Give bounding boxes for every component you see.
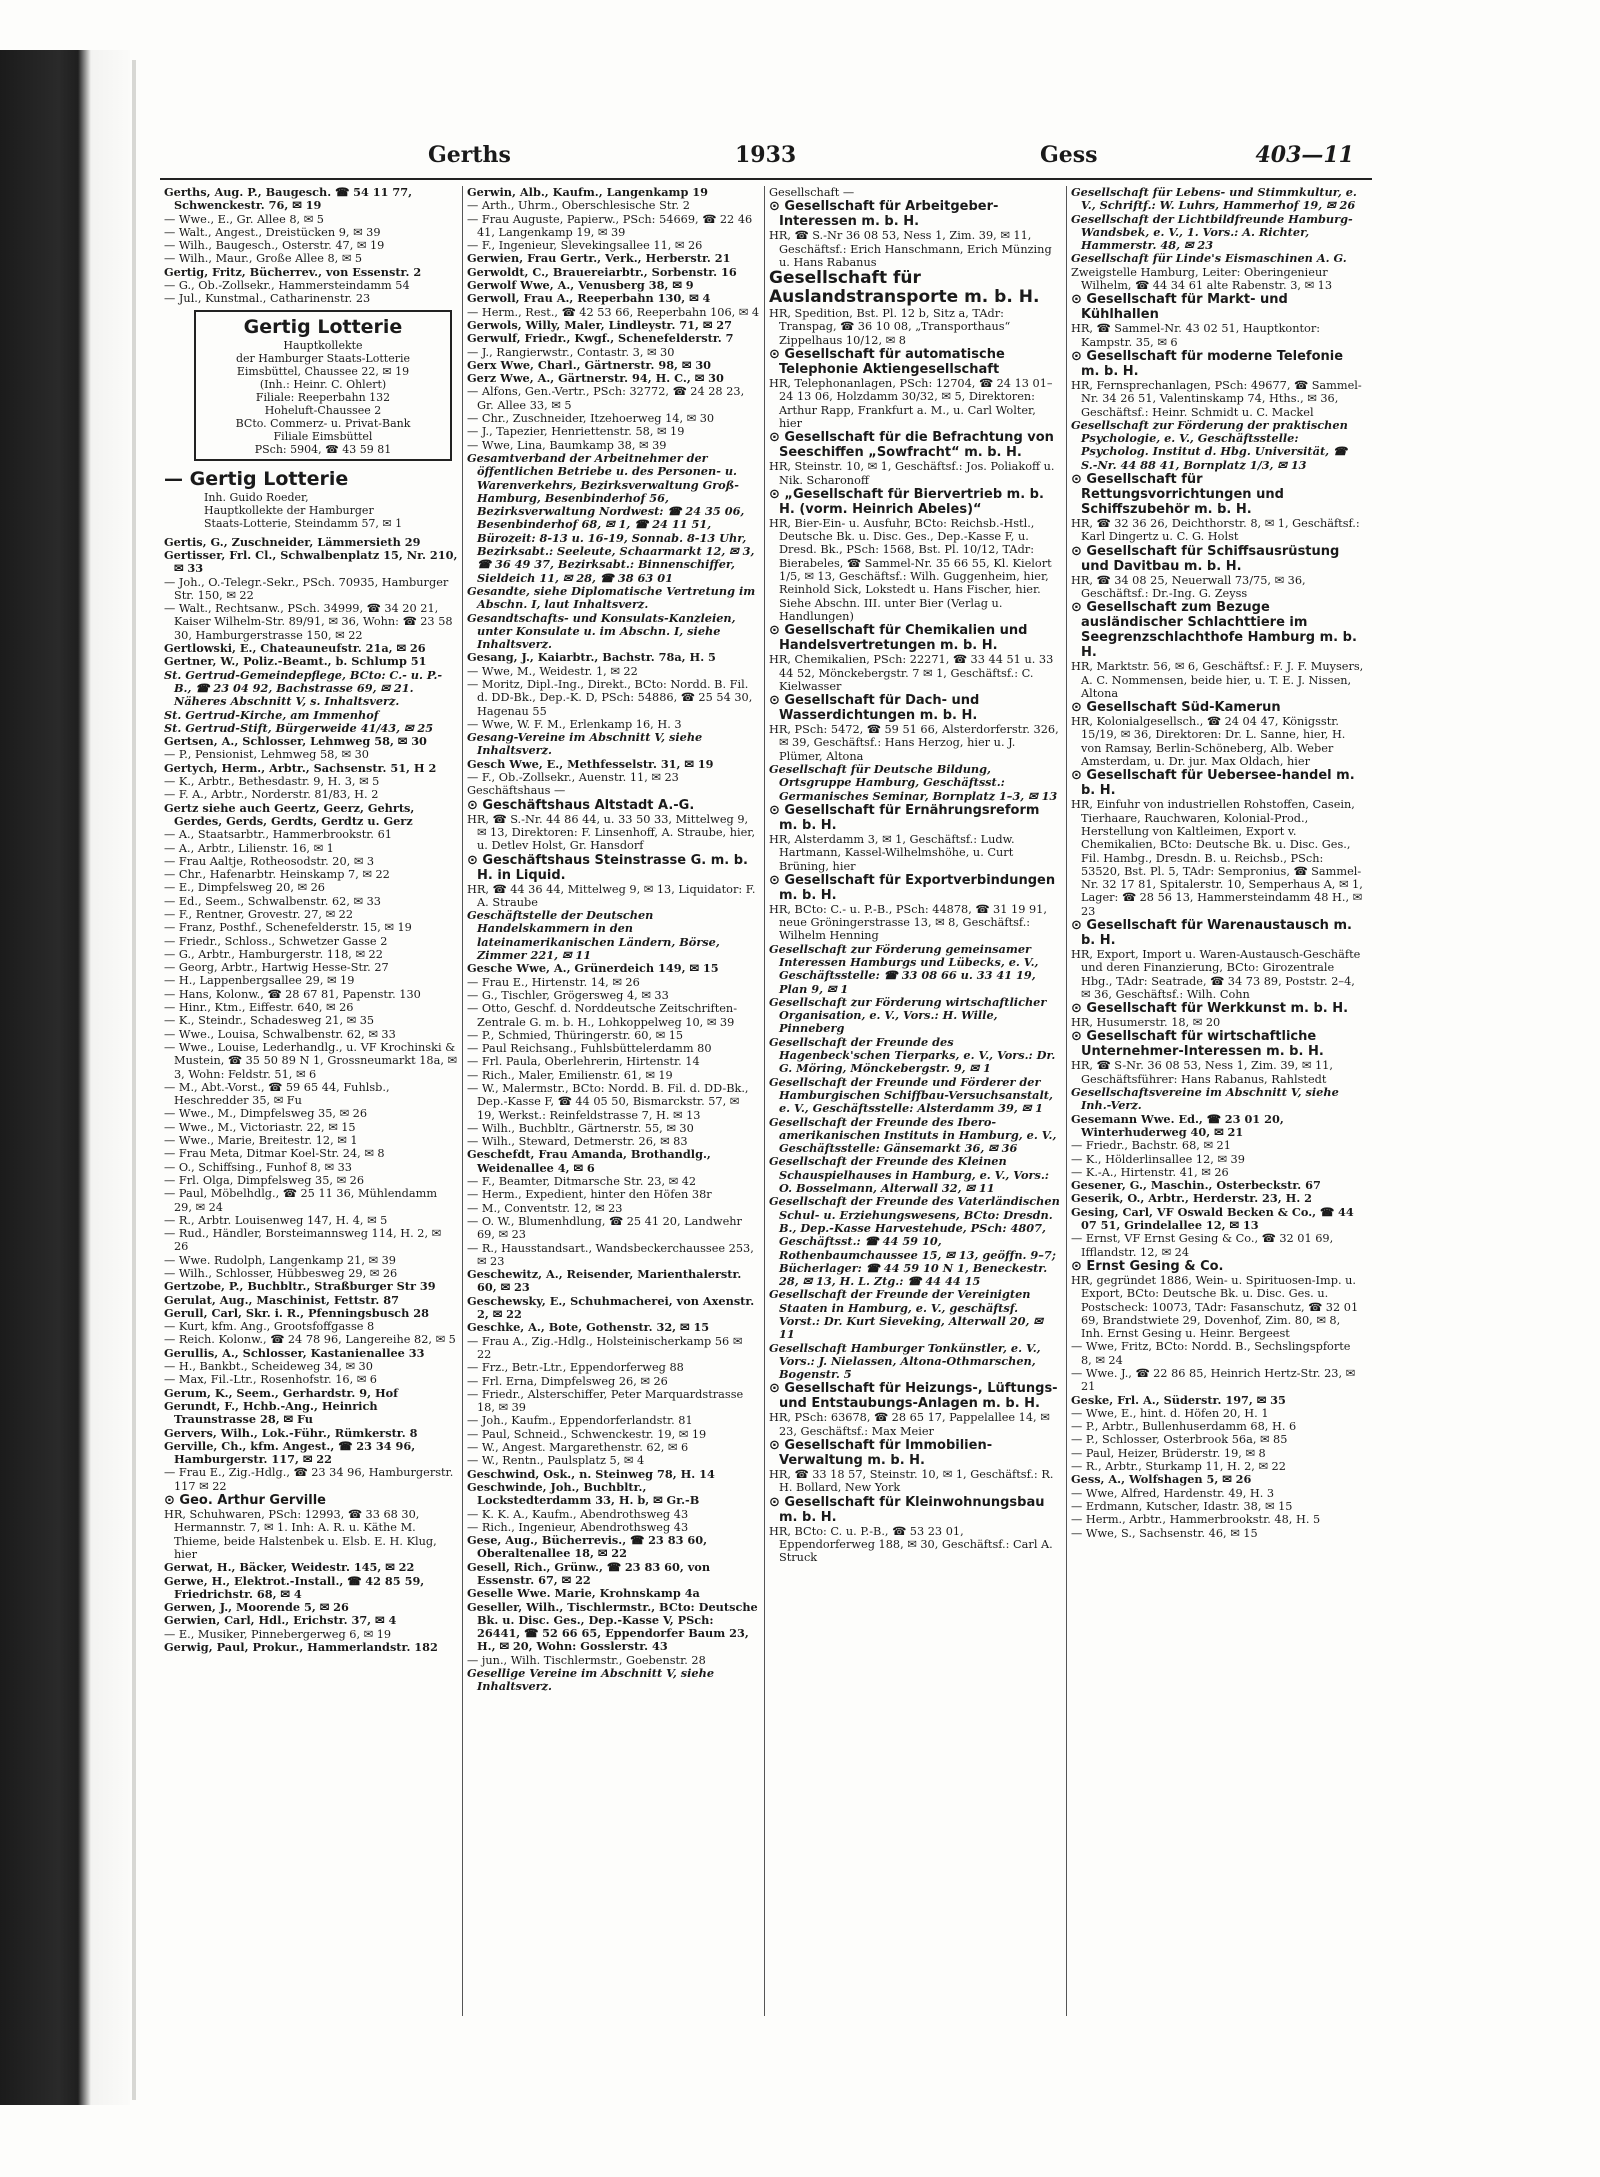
directory-entry: — Kurt, kfm. Ang., Grootsfoffgasse 8: [164, 1320, 375, 1334]
directory-entry: Gesellschaft zur Förderung der praktischen Psychologie, e. V., Geschäftsstelle: Psycholog. Institut d. Hbg. Universität, ☎ S.-Nr. 44 88 41, Bornplatz 1/3, ✉ 13: [1071, 417, 1348, 472]
directory-entry: Gesell, Rich., Grünw., ☎ 23 83 60, von Essenstr. 67, ✉ 22: [467, 1559, 711, 1587]
directory-entry: — W., Angest. Margarethenstr. 62, ✉ 6: [467, 1441, 689, 1455]
directory-entry: — J., Rangierwstr., Contastr. 3, ✉ 30: [467, 345, 675, 359]
ad-line: Hoheluft-Chaussee 2: [264, 403, 382, 417]
directory-entry: — Wwe. Rudolph, Langenkamp 21, ✉ 39: [164, 1253, 396, 1267]
directory-entry: — M., Conventstr. 12, ✉ 23: [467, 1201, 623, 1215]
directory-entry: Gerwien, Frau Gertr., Verk., Herberstr. 21: [467, 251, 731, 266]
directory-entry: ⊙ Gesellschaft für Werkkunst m. b. H.: [1071, 1001, 1349, 1017]
ad-line: Hauptkollekte der Hamburger: [204, 503, 374, 517]
directory-entry: Geske, Frl. A., Süderstr. 197, ✉ 35: [1071, 1392, 1286, 1407]
directory-entry: — R., Hausstandsart., Wandsbeckerchaussee 253, ✉ 23: [467, 1241, 754, 1268]
directory-entry: — Max, Fil.-Ltr., Rosenhofstr. 16, ✉ 6: [164, 1373, 377, 1387]
directory-entry: HR, Chemikalien, PSch: 22271, ☎ 33 44 51 u. 33 44 52, Mönckebergstr. 7 ✉ 1, Geschäftsf.: C. Kielwasser: [769, 653, 1054, 693]
page-number: 403—11: [1255, 142, 1354, 168]
column-3-entries: [769, 186, 1062, 1565]
directory-entry: Gesellschaft für Auslandstransporte m. b. H.: [769, 268, 1040, 308]
directory-entry: Gerwe, H., Elektrot.-Install., ☎ 42 85 59, Friedrichstr. 68, ✉ 4: [164, 1573, 425, 1601]
ad-2-title: — Gertig Lotterie: [164, 467, 349, 490]
directory-entry: Gerwin, Alb., Kaufm., Langenkamp 19: [467, 186, 709, 199]
directory-entry: — Wwe, Alfred, Hardenstr. 49, H. 3: [1071, 1486, 1275, 1500]
directory-entry: — Wwe. J., ☎ 22 86 85, Heinrich Hertz-Str. 23, ✉ 21: [1071, 1367, 1356, 1394]
directory-entry: HR, Alsterdamm 3, ✉ 1, Geschäftsf.: Ludw. Hartmann, Kassel-Wilhelmshöhe, u. Curt Brüning, hier: [769, 832, 1015, 873]
directory-entry: Gerwulf, Friedr., Kwgf., Schenefelderstr. 7: [467, 331, 734, 346]
directory-entry: — Frau Auguste, Papierw., PSch: 54669, ☎ 22 46 41, Langenkamp 19, ✉ 39: [467, 212, 753, 239]
directory-entry: HR, PSch: 63678, ☎ 28 65 17, Pappelallee 14, ✉ 23, Geschäftsf.: Max Meier: [769, 1411, 1050, 1438]
directory-entry: Gerz Wwe, A., Gärtnerstr. 94, H. C., ✉ 30: [467, 371, 724, 386]
directory-entry: — Franz, Posthf., Schenefelderstr. 15, ✉ 19: [164, 921, 412, 935]
directory-entry: ⊙ Gesellschaft für Ernährungsreform m. b. H.: [769, 802, 1040, 833]
directory-entry: — Frau E., Hirtenstr. 14, ✉ 26: [467, 975, 640, 989]
directory-entry: Gerum, K., Seem., Gerhardstr. 9, Hof: [164, 1385, 399, 1400]
directory-entry: Gesellschaft der Freunde des Ibero-amerikanischen Instituts in Hamburg, e. V., Geschäftsstelle: Gänsemarkt 36, ✉ 36: [769, 1114, 1057, 1156]
directory-entry: — Georg, Arbtr., Hartwig Hesse-Str. 27: [164, 961, 389, 975]
directory-entry: — G., Ob.-Zollsekr., Hammersteindamm 54: [164, 279, 410, 293]
directory-entry: — K., Hölderlinsallee 12, ✉ 39: [1071, 1152, 1245, 1166]
directory-entry: — H., Bankbt., Scheideweg 34, ✉ 30: [164, 1360, 373, 1374]
directory-entry: Gerwien, Carl, Hdl., Erichstr. 37, ✉ 4: [164, 1613, 397, 1628]
directory-entry: — Jul., Kunstmal., Catharinenstr. 23: [164, 292, 371, 306]
directory-entry: Gerwoll, Frau A., Reeperbahn 130, ✉ 4: [467, 291, 711, 306]
directory-entry: — Paul Reichsang., Fuhlsbüttelerdamm 80: [467, 1042, 712, 1056]
directory-entry: Gerwig, Paul, Prokur., Hammerlandstr. 182: [164, 1640, 438, 1655]
directory-entry: HR, Bier-Ein- u. Ausfuhr, BCto: Reichsb.-Hstl., Deutsche Bk. u. Disc. Ges., Dep.-Kasse F, u. Dresd. Bk., PSch: 1568, Bst. Pl. 10/12, TAdr: Bierabeles, ☎ Sammel-Nr. 35 66 55, Kl. Kielort 1/5, ✉ 13, Geschäftsf.: Wilh. Guggenheim, hier, Reinhold Sick, Lokstedt u. Hans Fischer, hier. Siehe Abschn. III. unter Bier (Verlag u. Handlungen): [769, 516, 1052, 623]
directory-entry: Gerwat, H., Bäcker, Weidestr. 145, ✉ 22: [164, 1560, 415, 1575]
directory-entry: Gervers, Wilh., Lok.-Führ., Rümkerstr. 8: [164, 1425, 418, 1440]
directory-entry: HR, Kolonialgesellsch., ☎ 24 04 47, Königsstr. 15/19, ✉ 36, Direktoren: Dr. L. Sanne, hier, H. von Ramsay, Berlin-Schöneberg, Alb. Weber Amsterdam, u. Dr. jur. Max Oldach, hier: [1071, 715, 1346, 769]
ad-line: BCto. Commerz- u. Privat-Bank: [235, 416, 411, 430]
directory-entry: Geschäftshaus —: [467, 784, 566, 798]
directory-entry: Gertych, Herm., Arbtr., Sachsenstr. 51, H 2: [164, 760, 437, 775]
directory-entry: HR, ☎ 44 36 44, Mittelweg 9, ✉ 13, Liquidator: F. A. Straube: [467, 882, 756, 909]
directory-entry: ⊙ Gesellschaft für Heizungs-, Lüftungs- und Entstaubungs-Anlagen m. b. H.: [769, 1381, 1058, 1412]
directory-entry: — P., Arbtr., Bullenhuserdamm 68, H. 6: [1071, 1420, 1297, 1434]
directory-entry: Gerths, Aug. P., Baugesch. ☎ 54 11 77, Schwenckestr. 76, ✉ 19: [164, 186, 413, 213]
directory-entry: ⊙ „Gesellschaft für Biervertrieb m. b. H. (vorm. Heinrich Abeles)“: [769, 486, 1044, 517]
directory-entry: — E., Dimpfelsweg 20, ✉ 26: [164, 881, 325, 895]
directory-entry: Gesellschaft der Freunde der Vereinigten Staaten in Hamburg, e. V., geschäftsf. Vorst.: Dr. Kurt Sieveking, Alterwall 20, ✉ 11: [769, 1287, 1043, 1342]
directory-entry: HR, Schuhwaren, PSch: 12993, ☎ 33 68 30, Hermannstr. 7, ✉ 1. Inh: A. R. u. Käthe M. Thieme, beide Halstenbek u. Elsb. E. H. Klug, hier: [164, 1508, 437, 1561]
directory-entry: Gesellschaft der Freunde des Kleinen Schauspielhauses in Hamburg, e. V., Vors.: O. Bosselmann, Alterwall 32, ✉ 11: [769, 1154, 1049, 1196]
directory-entry: Gesamtverband der Arbeitnehmer der öffentlichen Betriebe u. des Personen- u. Warenverkehrs, Bezirksverwaltung Groß-Hamburg, Besenbinderhof 56, Bezirksverwaltung Nordwest: ☎ 24 35 06, Besenbinderhof 68, ✉ 1, ☎ 24 11 51, Bürozeit: 8-13 u. 16-19, Sonnab. 8-13 Uhr, Bezirksabt.: Seeleute, Schaarmarkt 12, ✉ 3, ☎ 36 49 37, Bezirksabt.: Binnenschiffer, Sieldeich 11, ✉ 28, ☎ 38 63 01: [467, 450, 755, 585]
directory-entry: HR, ☎ S-Nr. 36 08 53, Ness 1, Zim. 39, ✉ 11, Geschäftsführer: Hans Rabanus, Rahlstedt: [1071, 1059, 1333, 1086]
header-right-keyword: Gess: [1040, 142, 1098, 168]
column-1-entries-bottom: [164, 536, 458, 1655]
directory-entry: — O., Schiffsing., Funhof 8, ✉ 33: [164, 1160, 352, 1174]
directory-entry: — Chr., Zuschneider, Itzehoerweg 14, ✉ 30: [467, 412, 715, 426]
directory-entry: Geschäftstelle der Deutschen Handelskammern in den lateinamerikanischen Ländern, Börse, Zimmer 221, ✉ 11: [467, 908, 720, 963]
directory-entry: — Wwe., Louise, Lederhandlg., u. VF Krochinski & Mustein, ☎ 35 50 89 N 1, Grossneumarkt 18a, ✉ 3, Wohn: Feldstr. 51, ✉ 6: [164, 1040, 457, 1081]
ad-line: Filiale Eimsbüttel: [273, 429, 373, 443]
directory-entry: — Rich., Ingenieur, Abendrothsweg 43: [467, 1520, 689, 1534]
directory-entry: Gerwen, J., Moorende 5, ✉ 26: [164, 1600, 349, 1615]
directory-entry: Gertsen, A., Schlosser, Lehmweg 58, ✉ 30: [164, 734, 427, 749]
directory-entry: — G., Arbtr., Hamburgerstr. 118, ✉ 22: [164, 947, 383, 961]
directory-entry: HR, ☎ 33 18 57, Steinstr. 10, ✉ 1, Geschäftsf.: R. H. Bollard, New York: [769, 1468, 1054, 1495]
directory-entry: — Erdmann, Kutscher, Idastr. 38, ✉ 15: [1071, 1499, 1293, 1513]
directory-entry: — Wilh., Baugesch., Osterstr. 47, ✉ 19: [164, 239, 385, 253]
directory-entry: — Alfons, Gen.-Vertr., PSch: 32772, ☎ 24 28 23, Gr. Allee 33, ✉ 5: [467, 385, 745, 412]
directory-entry: Gesellschaft für Deutsche Bildung, Ortsgruppe Hamburg, Geschäftsst.: Germanisches Seminar, Bornplatz 1–3, ✉ 13: [769, 762, 1058, 803]
ad-line: (Inh.: Heinr. C. Ohlert): [259, 377, 387, 391]
directory-entry: HR, ☎ Sammel-Nr. 43 02 51, Hauptkontor: Kampstr. 35, ✉ 6: [1071, 322, 1321, 349]
directory-entry: Geselle Wwe. Marie, Krohnskamp 4a: [467, 1586, 700, 1601]
ad-2-lines: [164, 491, 458, 530]
directory-entry: — W., Rentn., Paulsplatz 5, ✉ 4: [467, 1454, 645, 1468]
directory-entry: — F., Rentner, Grovestr. 27, ✉ 22: [164, 907, 354, 921]
directory-entry: Gertis, G., Zuschneider, Lämmersieth 29: [164, 534, 421, 549]
page-header: [160, 138, 1372, 180]
directory-entry: — Wilh., Buchbltr., Gärtnerstr. 55, ✉ 30: [467, 1121, 694, 1135]
directory-entry: Gerwols, Willy, Maler, Lindleystr. 71, ✉ 27: [467, 317, 733, 332]
directory-entry: HR, Einfuhr von industriellen Rohstoffen, Casein, Tierhaare, Rauchwaren, Kolonial-Prod., Herstellung von Kaltleimen, Export v. Chemikalien, BCto: Deutsche Bk. u. Disc. Ges., Fil. Hambg., Dresdn. B. u. Reichsb., PSch: 53520, Bst. Pl. 5, TAdr: Sempronius, ☎ Sammel-Nr. 32 17 81, Spitalerstr. 10, Semperhaus A, ✉ 1, Lager: ☎ 28 56 13, Hammersteindamm 48 H., ✉ 23: [1071, 798, 1363, 918]
directory-entry: Gesang, J., Kaiarbtr., Bachstr. 78a, H. 5: [467, 650, 716, 665]
directory-entry: HR, Marktstr. 56, ✉ 6, Geschäftsf.: F. J. F. Muysers, A. C. Nommensen, beide hier, u. T. E. J. Nissen, Altona: [1071, 660, 1364, 700]
directory-entry: Gese, Aug., Bücherrevis., ☎ 23 83 60, Oberaltenallee 18, ✉ 22: [467, 1533, 708, 1561]
directory-entry: — Joh., Kaufm., Eppendorferlandstr. 81: [467, 1414, 693, 1428]
ad-line: Staats-Lotterie, Steindamm 57, ✉ 1: [204, 516, 403, 530]
directory-entry: Gesellschaft zur Förderung gemeinsamer Interessen Hamburgs und Lübecks, e. V., Geschäftsstelle: ☎ 33 08 66 u. 33 41 19, Plan 9, ✉ 1: [769, 941, 1039, 996]
directory-entry: — Herm., Expedient, hinter den Höfen 38r: [467, 1188, 712, 1202]
directory-entry: Gesener, G., Maschin., Osterbeckstr. 67: [1071, 1178, 1321, 1193]
directory-entry: Gesellschaft der Freunde und Förderer der Hamburgischen Schiffbau-Versuchsanstalt, e. V., Geschäftsstelle: Alsterdamm 39, ✉ 1: [769, 1074, 1053, 1116]
ad-line: PSch: 5904, ☎ 43 59 81: [254, 442, 392, 456]
directory-entry: — Moritz, Dipl.-Ing., Direkt., BCto: Nordd. B. Fil. d. DD-Bk., Dep.-K. D, PSch: 54886, ☎ 25 54 30, Hagenau 55: [467, 677, 753, 718]
column-2-entries: [467, 186, 760, 1694]
directory-entry: Geschwinde, Joh., Buchbltr., Lockstedterdamm 33, H. b, ✉ Gr.-B: [467, 1479, 700, 1508]
directory-entry: Gess, A., Wolfshagen 5, ✉ 26: [1071, 1472, 1252, 1487]
gertig-lotterie-ad-box: [194, 310, 452, 461]
directory-entry: ⊙ Geschäftshaus Steinstrasse G. m. b. H. in Liquid.: [467, 852, 748, 883]
directory-entry: ⊙ Gesellschaft für Exportverbindungen m. b. H.: [769, 872, 1056, 903]
directory-entry: Gertz siehe auch Geertz, Geerz, Gehrts, Gerdes, Gerds, Gerdts, Gerdtz u. Gerz: [164, 800, 415, 828]
directory-entry: ⊙ Gesellschaft für Arbeitgeber-Interessen m. b. H.: [769, 199, 999, 230]
directory-entry: — G., Tischler, Grögersweg 4, ✉ 33: [467, 988, 669, 1002]
directory-entry: HR, gegründet 1886, Wein- u. Spirituosen-Imp. u. Export, BCto: Deutsche Bk. u. Disc. Ges. u. Postscheck: 10073, TAdr: Fasanschutz, ☎ 32 01 69, Brandstwiete 29, Dovenhof, Zim. 80, ✉ 8, Inh. Ernst Gesing u. Heinr. Bergeest: [1071, 1273, 1359, 1341]
directory-entry: ⊙ Gesellschaft für die Befrachtung von Seeschiffen „Sowfracht“ m. b. H.: [769, 430, 1054, 461]
directory-entry: — K. K. A., Kaufm., Abendrothsweg 43: [467, 1507, 689, 1521]
directory-entry: — E., Musiker, Pinnebergerweg 6, ✉ 19: [164, 1627, 392, 1641]
directory-entry: Geschewitz, A., Reisender, Marienthalerstr. 60, ✉ 23: [467, 1267, 742, 1295]
ad-box-lines: [202, 339, 444, 456]
directory-page: [160, 138, 1372, 2038]
directory-entry: — Wilh., Steward, Detmerstr. 26, ✉ 83: [467, 1135, 688, 1149]
directory-entry: — J., Tapezier, Henriettenstr. 58, ✉ 19: [467, 425, 685, 439]
directory-entry: — Wwe, W. F. M., Erlenkamp 16, H. 3: [467, 717, 682, 731]
directory-entry: — Frau A., Zig.-Hdlg., Holsteinischerkamp 56 ✉ 22: [467, 1334, 743, 1361]
directory-entry: Gertig, Fritz, Bücherrev., von Essenstr. 2: [164, 264, 422, 279]
column-4-entries: [1071, 186, 1364, 1540]
directory-entry: — P., Schlosser, Osterbrook 56a, ✉ 85: [1071, 1433, 1288, 1447]
column-4: [1066, 186, 1368, 2016]
ad-line: Inh. Guido Roeder,: [204, 490, 309, 504]
directory-entry: — Wwe, E., hint. d. Höfen 20, H. 1: [1071, 1406, 1269, 1420]
directory-entry: — F., Beamter, Ditmarsche Str. 23, ✉ 42: [467, 1175, 697, 1189]
directory-entry: Gerville, Ch., kfm. Angest., ☎ 23 34 96, Hamburgerstr. 117, ✉ 22: [164, 1438, 416, 1467]
directory-entry: ⊙ Gesellschaft für Uebersee-handel m. b. H.: [1071, 768, 1355, 799]
directory-entry: Gesche Wwe, A., Grünerdeich 149, ✉ 15: [467, 961, 719, 976]
directory-entry: — Frau Aaltje, Rotheosodstr. 20, ✉ 3: [164, 854, 375, 868]
directory-entry: — Joh., O.-Telegr.-Sekr., PSch. 70935, Hamburger Str. 150, ✉ 22: [164, 575, 449, 602]
directory-entry: — Frz., Betr.-Ltr., Eppendorferweg 88: [467, 1361, 684, 1375]
directory-entry: Gesellschaft für Lebens- und Stimmkultur, e. V., Schriftf.: W. Luhrs, Hammerhof 19, ✉ 26: [1071, 186, 1357, 213]
directory-entry: — Frau Meta, Ditmar Koel-Str. 24, ✉ 8: [164, 1147, 385, 1161]
directory-entry: — K., Arbtr., Bethesdastr. 9, H. 3, ✉ 5: [164, 775, 380, 789]
directory-entry: — Arth., Uhrm., Oberschlesische Str. 2: [467, 199, 690, 213]
directory-entry: — Wwe, Fritz, BCto: Nordd. B., Sechslingspforte 8, ✉ 24: [1071, 1340, 1351, 1367]
directory-entry: — jun., Wilh. Tischlermstr., Goebenstr. 28: [467, 1653, 706, 1667]
directory-entry: ⊙ Gesellschaft für Dach- und Wasserdichtungen m. b. H.: [769, 693, 980, 724]
directory-entry: — Wilh., Schlosser, Hübbesweg 29, ✉ 26: [164, 1267, 398, 1280]
directory-entry: Gerull, Carl, Skr. i. R., Pfenningsbusch 28: [164, 1305, 429, 1320]
directory-entry: ⊙ Gesellschaft für Schiffsausrüstung und Davitbau m. b. H.: [1071, 543, 1340, 574]
directory-entry: — H., Lappenbergsallee 29, ✉ 19: [164, 974, 355, 988]
directory-entry: Gesellschaft —: [769, 186, 855, 199]
directory-entry: ⊙ Gesellschaft Süd-Kamerun: [1071, 700, 1281, 716]
directory-entry: — Friedr., Alsterschiffer, Peter Marquardstrasse 18, ✉ 39: [467, 1387, 744, 1415]
directory-entry: Gerundt, F., Hchb.-Ang., Heinrich Traunstrasse 28, ✉ Fu: [164, 1398, 378, 1427]
directory-entry: HR, Husumerstr. 18, ✉ 20: [1071, 1016, 1221, 1030]
directory-entry: Gertner, W., Poliz.-Beamt., b. Schlump 51: [164, 654, 427, 669]
directory-entry: — Otto, Geschf. d. Norddeutsche Zeitschriften-Zentrale G. m. b. H., Lohkoppelweg 10, ✉ 39: [467, 1002, 738, 1029]
directory-entry: — Paul, Möbelhdlg., ☎ 25 11 36, Mühlendamm 29, ✉ 24: [164, 1187, 438, 1214]
directory-entry: Gesch Wwe, E., Methfesselstr. 31, ✉ 19: [467, 756, 714, 771]
directory-columns: [160, 186, 1372, 2016]
directory-entry: Gesandte, siehe Diplomatische Vertretung im Abschn. I, laut Inhaltsverz.: [467, 583, 756, 612]
directory-entry: — Wwe., E., Gr. Allee 8, ✉ 5: [164, 212, 324, 226]
directory-entry: HR, BCto: C. u. P.-B., ☎ 53 23 01, Eppendorferweg 188, ✉ 30, Geschäftsf.: Carl A. Struck: [769, 1524, 1053, 1565]
directory-entry: HR, PSch: 5472, ☎ 59 51 66, Alsterdorferstr. 326, ✉ 39, Geschäftsf.: Hans Herzog, hier u. J. Plümer, Altona: [769, 723, 1059, 763]
directory-entry: — W., Malermstr., BCto: Nordd. B. Fil. d. DD-Bk., Dep.-Kasse F, ☎ 44 05 50, Bismarckstr. 57, ✉ 19, Werkst.: Reinfeldstrasse 7, H. ✉ 13: [467, 1082, 749, 1122]
directory-entry: — Herm., Rest., ☎ 42 53 66, Reeperbahn 106, ✉ 4: [467, 305, 760, 319]
directory-entry: — F. A., Arbtr., Norderstr. 81/83, H. 2: [164, 788, 379, 802]
directory-entry: — Rich., Maler, Emilienstr. 61, ✉ 19: [467, 1068, 673, 1082]
directory-entry: ⊙ Gesellschaft für moderne Telefonie m. b. H.: [1071, 348, 1344, 379]
directory-entry: HR, ☎ 34 08 25, Neuerwall 73/75, ✉ 36, Geschäftsf.: Dr.-Ing. G. Zeyss: [1071, 573, 1306, 600]
directory-entry: — Paul, Heizer, Brüderstr. 19, ✉ 8: [1071, 1446, 1266, 1460]
directory-entry: HR, Spedition, Bst. Pl. 12 b, Sitz a, TAdr: Transpag, ☎ 36 10 08, „Transporthaus“ Zippelhaus 10/12, ✉ 8: [769, 307, 1011, 347]
directory-entry: St. Gertrud-Stift, Bürgerweide 41/43, ✉ 25: [164, 720, 434, 735]
ad-line: Eimsbüttel, Chaussee 22, ✉ 19: [236, 364, 410, 378]
directory-entry: HR, ☎ S.-Nr. 44 86 44, u. 33 50 33, Mittelweg 9, ✉ 13, Direktoren: F. Linsenhoff, A. Straube, hier, u. Detlev Holst, Gr. Hansdorf: [467, 812, 756, 853]
directory-entry: — Wilh., Maur., Große Allee 8, ✉ 5: [164, 252, 363, 266]
directory-entry: Gesemann Wwe. Ed., ☎ 23 01 20, Winterhuderweg 40, ✉ 21: [1071, 1111, 1284, 1139]
directory-entry: Zweigstelle Hamburg, Leiter: Oberingenieur Wilhelm, ☎ 44 34 61 alte Rabenstr. 3, ✉ 13: [1071, 265, 1333, 293]
directory-entry: HR, ☎ S.-Nr 36 08 53, Ness 1, Zim. 39, ✉ 11, Geschäftsf.: Erich Hanschmann, Erich Münzing u. Hans Rabanus: [769, 229, 1052, 269]
directory-entry: — P., Pensionist, Lehmweg 58, ✉ 30: [164, 748, 369, 762]
directory-entry: Gesing, Carl, VF Oswald Becken & Co., ☎ 44 07 51, Grindelallee 12, ✉ 13: [1071, 1204, 1354, 1233]
directory-entry: Gertzobe, P., Buchbltr., Straßburger Str 39: [164, 1279, 436, 1294]
directory-entry: — Ernst, VF Ernst Gesing & Co., ☎ 32 01 69, Ifflandstr. 12, ✉ 24: [1071, 1232, 1334, 1259]
directory-entry: Gerullis, A., Schlosser, Kastanienallee 33: [164, 1345, 425, 1360]
directory-entry: Geschewsky, E., Schuhmacherei, von Axenstr. 2, ✉ 22: [467, 1293, 755, 1322]
directory-entry: Gesang-Vereine im Abschnitt V, siehe Inhaltsverz.: [467, 730, 703, 758]
directory-entry: Gesellschaft der Freunde des Vaterländischen Schul- u. Erziehungswesens, BCto: Dresdn. B., Dep.-Kasse Harvestehude, PSch: 4807, Geschäftsst.: ☎ 44 59 10, Rothenbaumchaussee 15, ✉ 13, geöffn. 9–7; Bücherlager: ☎ 44 59 10 N 1, Beneckestr. 28, ✉ 13, H. L. Ztg.: ☎ 44 44 15: [769, 1194, 1060, 1289]
header-left-keyword: Gerths: [428, 142, 511, 168]
directory-entry: Gerx Wwe, Charl., Gärtnerstr. 98, ✉ 30: [467, 357, 712, 372]
directory-entry: — Frl. Erna, Dimpfelsweg 26, ✉ 26: [467, 1374, 668, 1388]
directory-entry: ⊙ Gesellschaft für Chemikalien und Handelsvertretungen m. b. H.: [769, 623, 1028, 654]
directory-entry: Gesellschaft der Lichtbildfreunde Hamburg-Wandsbek, e. V., 1. Vors.: A. Richter, Hammerstr. 48, ✉ 23: [1071, 211, 1353, 253]
directory-entry: Gesellschaft der Freunde des Hagenbeck'schen Tierparks, e. V., Vors.: Dr. G. Möring, Mönckebergstr. 9, ✉ 1: [769, 1034, 1056, 1076]
directory-entry: — Wwe, Lina, Baumkamp 38, ✉ 39: [467, 438, 667, 452]
header-year: 1933: [735, 142, 797, 168]
directory-entry: Gesellschaft Hamburger Tonkünstler, e. V., Vors.: J. Nielassen, Altona-Othmarschen, Bogenstr. 5: [769, 1340, 1041, 1382]
directory-entry: Geschefdt, Frau Amanda, Brothandlg., Weidenallee 4, ✉ 6: [467, 1147, 711, 1175]
directory-entry: — Paul, Schneid., Schwenckestr. 19, ✉ 19: [467, 1427, 707, 1441]
directory-entry: HR, Fernsprechanlagen, PSch: 49677, ☎ Sammel-Nr. 34 26 51, Valentinskamp 74, Hths., ✉ 36, Geschäftsf.: Heinr. Schmidt u. C. Mackel: [1071, 378, 1362, 419]
directory-entry: ⊙ Geo. Arthur Gerville: [164, 1493, 326, 1509]
directory-entry: — P., Schmied, Thüringerstr. 60, ✉ 15: [467, 1028, 684, 1042]
directory-entry: — K., Steindr., Schadesweg 21, ✉ 35: [164, 1014, 375, 1028]
directory-entry: — Reich. Kolonw., ☎ 24 78 96, Langereihe 82, ✉ 5: [164, 1333, 456, 1347]
directory-entry: — R., Arbtr. Louisenweg 147, H. 4, ✉ 5: [164, 1213, 388, 1227]
directory-entry: — Wwe., Marie, Breitestr. 12, ✉ 1: [164, 1134, 358, 1148]
directory-entry: — Friedr., Schloss., Schwetzer Gasse 2: [164, 934, 388, 948]
directory-entry: — Chr., Hafenarbtr. Heinskamp 7, ✉ 22: [164, 868, 390, 882]
directory-entry: Geschke, A., Bote, Gothenstr. 32, ✉ 15: [467, 1320, 710, 1335]
directory-entry: — Rud., Händler, Borsteimannsweg 114, H. 2, ✉ 26: [164, 1227, 442, 1254]
directory-entry: — Frl. Olga, Dimpfelsweg 35, ✉ 26: [164, 1173, 365, 1187]
directory-entry: — Ed., Seem., Schwalbenstr. 62, ✉ 33: [164, 894, 381, 908]
ad-box-title: Gertig Lotterie: [243, 315, 403, 338]
directory-entry: — Hinr., Ktm., Eiffestr. 640, ✉ 26: [164, 1001, 354, 1015]
column-1-entries-top: [164, 186, 458, 306]
directory-entry: Geseller, Wilh., Tischlermstr., BCto: Deutsche Bk. u. Disc. Ges., Dep.-Kasse V, PSch: 26441, ☎ 52 66 65, Eppendorfer Baum 23, H., ✉ 20, Wohn: Gosslerstr. 43: [467, 1599, 758, 1654]
directory-entry: — Wwe, S., Sachsenstr. 46, ✉ 15: [1071, 1526, 1258, 1540]
ad-line: Hauptkollekte: [283, 338, 363, 352]
directory-entry: Gerwoldt, C., Brauereiarbtr., Sorbenstr. 16: [467, 264, 737, 279]
directory-entry: — Wwe, M., Weidestr. 1, ✉ 22: [467, 664, 638, 678]
directory-entry: — A., Arbtr., Lilienstr. 16, ✉ 1: [164, 841, 334, 855]
directory-entry: — Herm., Arbtr., Hammerbrookstr. 48, H. 5: [1071, 1513, 1321, 1527]
directory-entry: Gesellschaftsvereine im Abschnitt V, siehe Inh.-Verz.: [1071, 1085, 1339, 1113]
directory-entry: Gesellschaft zur Förderung wirtschaftlicher Organisation, e. V., Vors.: H. Wille, Pinneberg: [769, 994, 1047, 1036]
directory-entry: — M., Abt.-Vorst., ☎ 59 65 44, Fuhlsb., Heschredder 35, ✉ Fu: [164, 1080, 390, 1108]
directory-entry: HR, ☎ 32 36 26, Deichthorstr. 8, ✉ 1, Geschäftsf.: Karl Dingertz u. C. G. Holst: [1071, 517, 1360, 544]
directory-entry: Geserik, O., Arbtr., Herderstr. 23, H. 2: [1071, 1191, 1313, 1206]
directory-entry: ⊙ Gesellschaft für Markt- und Kühlhallen: [1071, 292, 1288, 323]
column-3: [764, 186, 1066, 2016]
directory-entry: — Walt., Rechtsanw., PSch. 34999, ☎ 34 20 21, Kaiser Wilhelm-Str. 89/91, ✉ 36, Wohn: ☎ 23 58 30, Hamburgerstrasse 150, ✉ 22: [164, 602, 453, 642]
directory-entry: — R., Arbtr., Sturkamp 11, H. 2, ✉ 22: [1071, 1460, 1286, 1474]
directory-entry: ⊙ Gesellschaft für wirtschaftliche Unternehmer-Interessen m. b. H.: [1071, 1029, 1324, 1060]
directory-entry: — Wwe., M., Dimpfelsweg 35, ✉ 26: [164, 1107, 368, 1121]
facing-page-edge: [0, 50, 130, 2105]
directory-entry: HR, Export, Import u. Waren-Austausch-Geschäfte und deren Finanzierung, BCto: Girozentrale Hbg., TAdr: Seatrade, ☎ 34 73 89, Poststr. 2–4, ✉ 36, Geschäftsf.: Wilh. Cohn: [1071, 947, 1361, 1001]
directory-entry: ⊙ Gesellschaft zum Bezuge ausländischer Schlachttiere im Seegrenzschlachthofe Hamburg m. b. H.: [1071, 600, 1357, 661]
directory-entry: HR, BCto: C.- u. P.-B., PSch: 44878, ☎ 31 19 91, neue Gröningerstrasse 13, ✉ 8, Geschäftsf.: Wilhelm Henning: [769, 902, 1047, 943]
directory-entry: ⊙ Gesellschaft für Kleinwohnungsbau m. b. H.: [769, 1494, 1045, 1525]
column-2: [462, 186, 764, 2016]
directory-entry: St. Gertrud-Kirche, am Immenhof: [164, 707, 379, 722]
directory-entry: ⊙ Ernst Gesing & Co.: [1071, 1258, 1224, 1274]
directory-entry: ⊙ Geschäftshaus Altstadt A.-G.: [467, 797, 695, 813]
directory-entry: — Hans, Kolonw., ☎ 28 67 81, Papenstr. 130: [164, 987, 421, 1001]
directory-entry: Geschwind, Osk., n. Steinweg 78, H. 14: [467, 1466, 715, 1481]
directory-entry: Gerwolf Wwe, A., Venusberg 38, ✉ 9: [467, 278, 694, 293]
directory-entry: ⊙ Gesellschaft für Immobilien-Verwaltung m. b. H.: [769, 1438, 993, 1469]
directory-entry: Gesandtschafts- und Konsulats-Kanzleien, unter Konsulate u. im Abschn. I, siehe Inhaltsverz.: [467, 610, 736, 652]
directory-entry: — Walt., Angest., Dreistücken 9, ✉ 39: [164, 225, 381, 239]
ad-line: Filiale: Reeperbahn 132: [255, 390, 391, 404]
directory-entry: Gesellschaft für Linde's Eismaschinen A. G.: [1071, 251, 1347, 266]
directory-entry: HR, Steinstr. 10, ✉ 1, Geschäftsf.: Jos. Poliakoff u. Nik. Scharonoff: [769, 460, 1055, 487]
directory-entry: — F., Ingenieur, Slevekingsallee 11, ✉ 26: [467, 239, 703, 253]
column-1: [160, 186, 462, 2016]
directory-entry: ⊙ Gesellschaft für Warenaustausch m. b. H.: [1071, 917, 1352, 948]
gertig-lotterie-ad-2: [164, 467, 458, 530]
page-gutter: [132, 60, 136, 2100]
directory-entry: HR, Telephonanlagen, PSch: 12704, ☎ 24 13 01–24 13 06, Holzdamm 30/32, ✉ 5, Direktoren: Arthur Rapp, Frankfurt a. M., u. Carl Wolter, hier: [769, 377, 1053, 430]
directory-entry: — Wwe., Louisa, Schwalbenstr. 62, ✉ 33: [164, 1027, 396, 1041]
directory-entry: — Friedr., Bachstr. 68, ✉ 21: [1071, 1139, 1231, 1153]
directory-entry: Gertisser, Frl. Cl., Schwalbenplatz 15, Nr. 210, ✉ 33: [164, 547, 458, 576]
directory-entry: Gesellige Vereine im Abschnitt V, siehe Inhaltsverz.: [467, 1666, 715, 1694]
directory-entry: ⊙ Gesellschaft für Rettungsvorrichtungen und Schiffszubehör m. b. H.: [1071, 472, 1284, 518]
directory-entry: Gerulat, Aug., Maschinist, Fettstr. 87: [164, 1292, 399, 1307]
directory-entry: — Frl. Paula, Oberlehrerin, Hirtenstr. 14: [467, 1055, 700, 1069]
directory-entry: — A., Staatsarbtr., Hammerbrookstr. 61: [164, 828, 392, 842]
directory-entry: — F., Ob.-Zollsekr., Auenstr. 11, ✉ 23: [467, 771, 679, 785]
directory-entry: — Frau E., Zig.-Hdlg., ☎ 23 34 96, Hamburgerstr. 117 ✉ 22: [164, 1466, 454, 1493]
directory-entry: — K.-A., Hirtenstr. 41, ✉ 26: [1071, 1165, 1229, 1179]
directory-entry: — O. W., Blumenhdlung, ☎ 25 41 20, Landwehr 69, ✉ 23: [467, 1214, 742, 1242]
directory-entry: Gertlowski, E., Chateauneufstr. 21a, ✉ 26: [164, 641, 426, 656]
directory-entry: St. Gertrud-Gemeindepflege, BCto: C.- u. P.-B., ☎ 23 04 92, Bachstrasse 69, ✉ 21. Näheres Abschnitt V, s. Inhaltsverz.: [164, 667, 443, 709]
directory-entry: ⊙ Gesellschaft für automatische Telephonie Aktiengesellschaft: [769, 347, 1005, 378]
directory-entry: — Wwe., M., Victoriastr. 22, ✉ 15: [164, 1120, 356, 1134]
ad-line: der Hamburger Staats-Lotterie: [236, 351, 410, 365]
